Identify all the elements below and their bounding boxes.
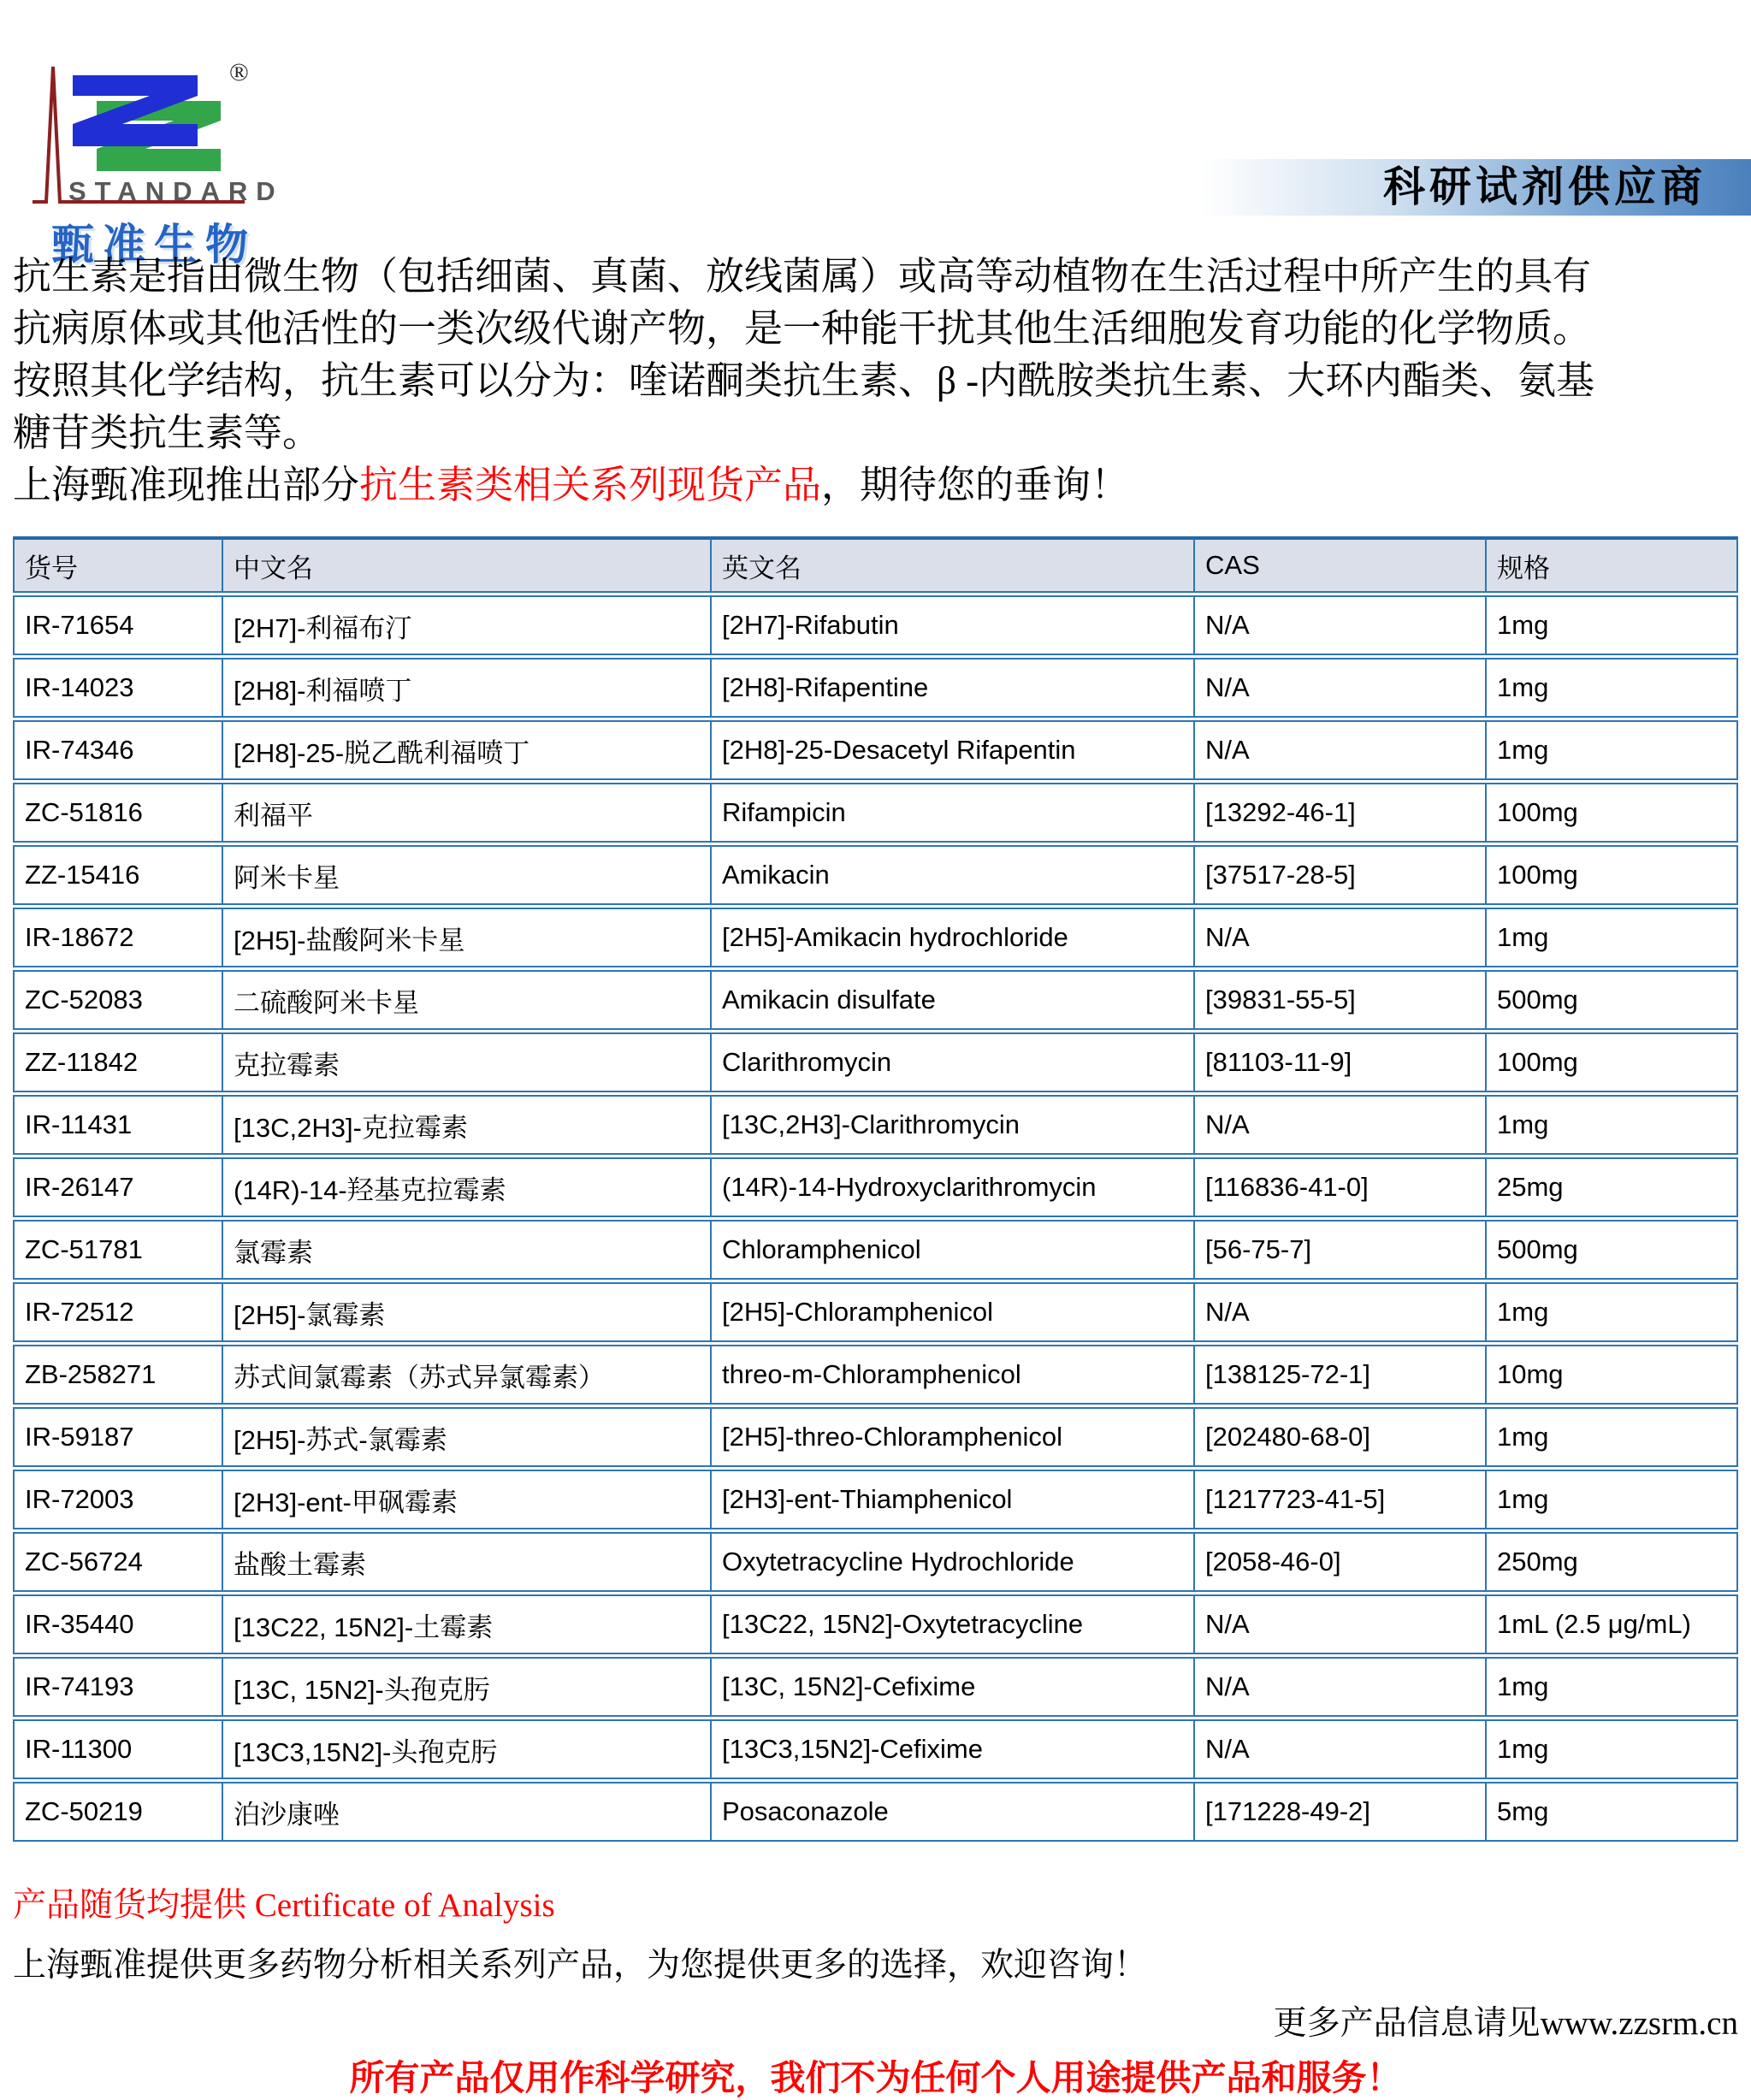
cell-cn: 泊沙康唑 <box>222 1782 710 1842</box>
cell-cn: 盐酸土霉素 <box>222 1532 710 1592</box>
table-row <box>13 720 1738 780</box>
cell-cas: N/A <box>1193 1594 1485 1654</box>
intro-line-5-prefix: 上海甄准现推出部分 <box>13 464 360 506</box>
cell-cas: [2058-46-0] <box>1193 1532 1485 1592</box>
registered-trademark-icon: ® <box>229 58 249 86</box>
table-row <box>13 1657 1738 1717</box>
cell-code: IR-14023 <box>13 658 222 718</box>
product-table-section <box>13 534 1738 1844</box>
cell-spec: 5mg <box>1485 1782 1738 1842</box>
product-table-body <box>13 595 1738 1842</box>
cell-cas: [171228-49-2] <box>1193 1782 1485 1842</box>
header-cn-name: 中文名 <box>222 536 710 593</box>
table-row <box>13 1532 1738 1592</box>
intro-line-4: 糖苷类抗生素等。 <box>13 411 322 454</box>
cell-en: Oxytetracycline Hydrochloride <box>710 1532 1193 1592</box>
cell-cn: (14R)-14-羟基克拉霉素 <box>222 1157 710 1217</box>
intro-line-1: 抗生素是指由微生物（包括细菌、真菌、放线菌属）或高等动植物在生活过程中所产生的具有 <box>13 255 1592 298</box>
header-en-name: 英文名 <box>710 536 1193 593</box>
table-row <box>13 1719 1738 1779</box>
cell-spec: 1mg <box>1485 658 1738 718</box>
cell-en: [2H5]-Chloramphenicol <box>710 1282 1193 1342</box>
table-row <box>13 908 1738 967</box>
table-row <box>13 658 1738 718</box>
cell-cn: [13C22, 15N2]-土霉素 <box>222 1594 710 1654</box>
cell-en: [13C, 15N2]-Cefixime <box>710 1657 1193 1717</box>
cell-code: IR-18672 <box>13 908 222 967</box>
zz-logo-icon <box>73 75 222 174</box>
cell-cas: N/A <box>1193 720 1485 780</box>
cell-en: Posaconazole <box>710 1782 1193 1842</box>
cell-cas: [116836-41-0] <box>1193 1157 1485 1217</box>
cell-cn: [2H8]-25-脱乙酰利福喷丁 <box>222 720 710 780</box>
brand-name-en: STANDARD <box>68 176 284 206</box>
cell-spec: 100mg <box>1485 845 1738 905</box>
cell-code: IR-71654 <box>13 595 222 655</box>
cell-spec: 10mg <box>1485 1345 1738 1405</box>
product-table-head <box>13 536 1738 593</box>
intro-line-5 <box>13 459 1741 512</box>
cell-spec: 1mg <box>1485 1095 1738 1155</box>
cell-cn: [2H3]-ent-甲砜霉素 <box>222 1470 710 1529</box>
product-table <box>13 534 1738 1844</box>
cell-spec: 1mg <box>1485 720 1738 780</box>
cell-cn: 利福平 <box>222 783 710 843</box>
cell-cas: N/A <box>1193 595 1485 655</box>
cell-cn: 苏式间氯霉素（苏式异氯霉素） <box>222 1345 710 1405</box>
table-row <box>13 970 1738 1030</box>
cell-code: ZZ-11842 <box>13 1032 222 1092</box>
coa-note: 产品随货均提供 Certificate of Analysis <box>13 1887 555 1924</box>
cell-spec: 25mg <box>1485 1157 1738 1217</box>
cell-en: (14R)-14-Hydroxyclarithromycin <box>710 1157 1193 1217</box>
banner-slogan: 科研试剂供应商 <box>1382 163 1707 210</box>
more-products-note: 上海甄准提供更多药物分析相关系列产品，为您提供更多的选择，欢迎咨询！ <box>13 1947 1148 1984</box>
table-row <box>13 595 1738 655</box>
supplier-banner <box>1201 159 1751 216</box>
cell-cas: N/A <box>1193 1657 1485 1717</box>
cell-code: ZC-51816 <box>13 783 222 843</box>
cell-code: ZB-258271 <box>13 1345 222 1405</box>
cell-code: IR-72512 <box>13 1282 222 1342</box>
header-row <box>13 536 1738 593</box>
cell-en: [2H8]-Rifapentine <box>710 658 1193 718</box>
header-spec: 规格 <box>1485 536 1738 593</box>
cell-en: [2H3]-ent-Thiamphenicol <box>710 1470 1193 1529</box>
cell-cn: [13C3,15N2]-头孢克肟 <box>222 1719 710 1779</box>
cell-code: IR-74193 <box>13 1657 222 1717</box>
cell-cn: [2H5]-盐酸阿米卡星 <box>222 908 710 967</box>
table-row <box>13 783 1738 843</box>
cell-en: Clarithromycin <box>710 1032 1193 1092</box>
cell-en: Rifampicin <box>710 783 1193 843</box>
cell-cn: 氯霉素 <box>222 1220 710 1280</box>
cell-en: [2H7]-Rifabutin <box>710 595 1193 655</box>
cell-cn: 克拉霉素 <box>222 1032 710 1092</box>
cell-cas: N/A <box>1193 1719 1485 1779</box>
cell-cn: [13C, 15N2]-头孢克肟 <box>222 1657 710 1717</box>
cell-code: IR-72003 <box>13 1470 222 1529</box>
cell-en: [13C22, 15N2]-Oxytetracycline <box>710 1594 1193 1654</box>
cell-cas: N/A <box>1193 1282 1485 1342</box>
cell-en: threo-m-Chloramphenicol <box>710 1345 1193 1405</box>
cell-code: IR-26147 <box>13 1157 222 1217</box>
cell-cn: [2H7]-利福布汀 <box>222 595 710 655</box>
cell-en: [2H5]-Amikacin hydrochloride <box>710 908 1193 967</box>
cell-cas: [1217723-41-5] <box>1193 1470 1485 1529</box>
cell-cas: [56-75-7] <box>1193 1220 1485 1280</box>
cell-en: Chloramphenicol <box>710 1220 1193 1280</box>
cell-cas: [202480-68-0] <box>1193 1407 1485 1467</box>
header-cas: CAS <box>1193 536 1485 593</box>
cell-en: [2H8]-25-Desacetyl Rifapentin <box>710 720 1193 780</box>
table-row <box>13 845 1738 905</box>
cell-cn: [2H5]-苏式-氯霉素 <box>222 1407 710 1467</box>
cell-code: ZC-50219 <box>13 1782 222 1842</box>
cell-cas: N/A <box>1193 1095 1485 1155</box>
cell-cn: [2H5]-氯霉素 <box>222 1282 710 1342</box>
table-row <box>13 1282 1738 1342</box>
cell-code: ZC-51781 <box>13 1220 222 1280</box>
intro-line-3: 按照其化学结构，抗生素可以分为：喹诺酮类抗生素、β -内酰胺类抗生素、大环内酯类、氨基 <box>13 359 1595 402</box>
cell-cn: 二硫酸阿米卡星 <box>222 970 710 1030</box>
cell-spec: 500mg <box>1485 970 1738 1030</box>
cell-code: ZZ-15416 <box>13 845 222 905</box>
cell-spec: 1mg <box>1485 595 1738 655</box>
cell-cn: [13C,2H3]-克拉霉素 <box>222 1095 710 1155</box>
cell-spec: 1mL (2.5 μg/mL) <box>1485 1594 1738 1654</box>
cell-spec: 1mg <box>1485 1657 1738 1717</box>
cell-code: ZC-56724 <box>13 1532 222 1592</box>
cell-code: IR-11300 <box>13 1719 222 1779</box>
cell-cn: [2H8]-利福喷丁 <box>222 658 710 718</box>
cell-en: [2H5]-threo-Chloramphenicol <box>710 1407 1193 1467</box>
cell-cas: [81103-11-9] <box>1193 1032 1485 1092</box>
table-row <box>13 1032 1738 1092</box>
table-row <box>13 1782 1738 1842</box>
cell-cas: N/A <box>1193 658 1485 718</box>
cell-spec: 1mg <box>1485 1282 1738 1342</box>
cell-cas: [13292-46-1] <box>1193 783 1485 843</box>
intro-line-5-suffix: ，期待您的垂询！ <box>821 464 1130 506</box>
table-row <box>13 1220 1738 1280</box>
cell-cas: [37517-28-5] <box>1193 845 1485 905</box>
cell-spec: 1mg <box>1485 1719 1738 1779</box>
cell-spec: 1mg <box>1485 908 1738 967</box>
cell-code: ZC-52083 <box>13 970 222 1030</box>
research-use-disclaimer: 所有产品仅用作科学研究，我们不为任何个人用途提供产品和服务！ <box>349 2058 1402 2097</box>
cell-code: IR-11431 <box>13 1095 222 1155</box>
company-logo <box>26 15 308 269</box>
table-row <box>13 1157 1738 1217</box>
cell-spec: 250mg <box>1485 1532 1738 1592</box>
cell-en: Amikacin disulfate <box>710 970 1193 1030</box>
cell-en: [13C,2H3]-Clarithromycin <box>710 1095 1193 1155</box>
intro-line-2: 抗病原体或其他活性的一类次级代谢产物，是一种能干扰其他生活细胞发育功能的化学物质。 <box>13 307 1592 350</box>
cell-en: Amikacin <box>710 845 1193 905</box>
table-row <box>13 1095 1738 1155</box>
table-row <box>13 1470 1738 1529</box>
cell-cas: [138125-72-1] <box>1193 1345 1485 1405</box>
cell-cn: 阿米卡星 <box>222 845 710 905</box>
cell-en: [13C3,15N2]-Cefixime <box>710 1719 1193 1779</box>
cell-spec: 100mg <box>1485 783 1738 843</box>
intro-line-5-highlight: 抗生素类相关系列现货产品 <box>359 464 822 506</box>
cell-spec: 100mg <box>1485 1032 1738 1092</box>
cell-cas: [39831-55-5] <box>1193 970 1485 1030</box>
cell-code: IR-35440 <box>13 1594 222 1654</box>
cell-spec: 1mg <box>1485 1407 1738 1467</box>
cell-spec: 1mg <box>1485 1470 1738 1529</box>
cell-code: IR-74346 <box>13 720 222 780</box>
cell-spec: 500mg <box>1485 1220 1738 1280</box>
cell-cas: N/A <box>1193 908 1485 967</box>
header-code: 货号 <box>13 536 222 593</box>
website-note: 更多产品信息请见www.zzsrm.cn <box>1273 2005 1738 2042</box>
table-row <box>13 1407 1738 1467</box>
cell-code: IR-59187 <box>13 1407 222 1467</box>
intro-paragraph <box>13 251 1741 512</box>
table-row <box>13 1594 1738 1654</box>
table-row <box>13 1345 1738 1405</box>
brand-name-cn: 甄准生物 <box>51 221 257 269</box>
